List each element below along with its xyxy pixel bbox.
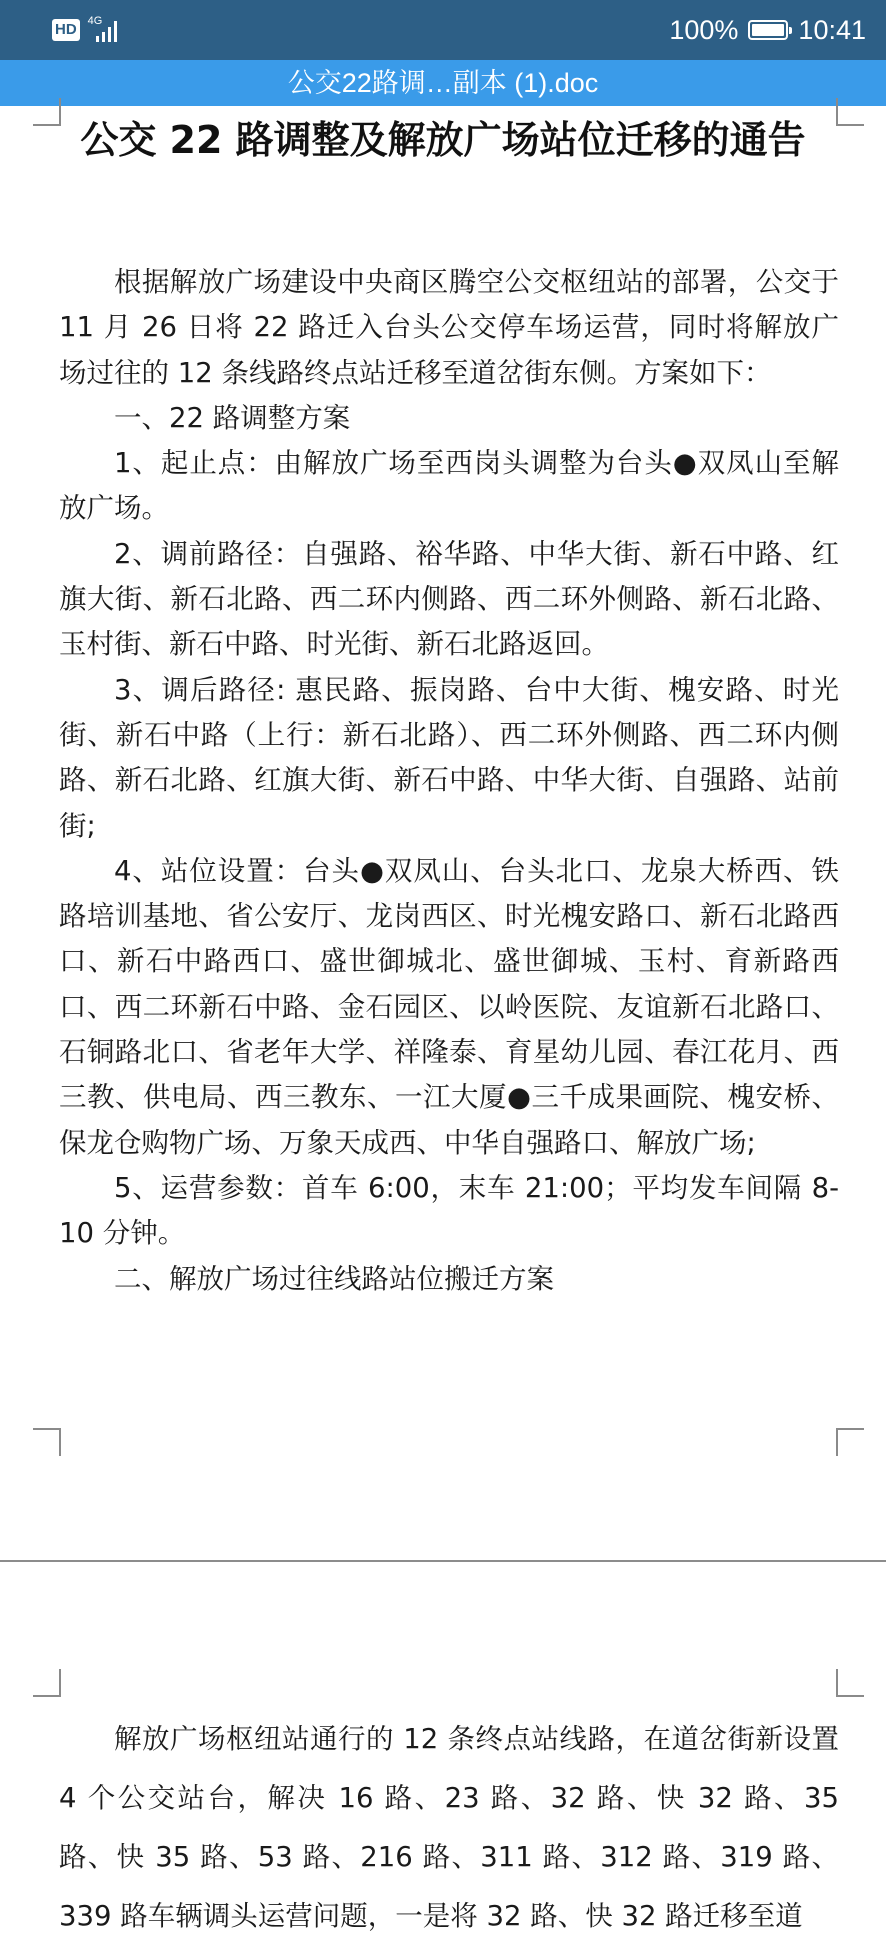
- page-corner-mark: [836, 98, 864, 126]
- signal-icon: [92, 19, 120, 43]
- battery-tip: [789, 27, 792, 34]
- page-corner-mark: [836, 1669, 864, 1697]
- paragraph-intro: 根据解放广场建设中央商区腾空公交枢纽站的部署，公交于 11 月 26 日将 22 路迁入台头公交停车场运营，同时将解放广场过往的 12 条线路终点站迁移至道岔街东侧。方案如下：: [59, 266, 839, 389]
- battery-level-fill: [752, 24, 784, 36]
- paragraph-item: 5、运营参数：首车 6:00，末车 21:00；平均发车间隔 8-10 分钟。: [59, 1171, 839, 1250]
- battery-percentage: 100%: [669, 14, 739, 45]
- paragraph-section-heading: 一、22 路调整方案: [114, 401, 351, 434]
- document-title: 公交 22 路调整及解放广场站位迁移的通告: [80, 118, 806, 162]
- paragraph-item: 1、起止点：由解放广场至西岗头调整为台头●双凤山至解放广场。: [59, 447, 839, 525]
- document-page-1[interactable]: [0, 106, 886, 1561]
- battery-icon: [748, 20, 788, 40]
- status-bar: [0, 0, 886, 60]
- paragraph-section-heading: 二、解放广场过往线路站位搬迁方案: [114, 1262, 554, 1295]
- paragraph-item: 3、调后路径: 惠民路、振岗路、台中大街、槐安路、时光街、新石中路（上行：新石北路）、西二环外侧路、西二环内侧路、新石北路、红旗大街、新石中路、中华大街、自强路、站前街;: [59, 673, 839, 842]
- paragraph-intro: 解放广场枢纽站通行的 12 条终点站线路，在道岔街新设置 4 个公交站台，解决 16 路、23 路、32 路、快 32 路、35 路、快 35 路、53 路、216 路、311 路、312 路、319 路、339 路车辆调头运营问题，一是将 32 路、快 32 路迁移至道: [59, 1723, 839, 1932]
- document-body-page-2: [59, 1710, 839, 1946]
- network-type-label: 4G: [87, 15, 103, 27]
- page-corner-mark: [836, 1428, 864, 1456]
- document-page-2[interactable]: [0, 1562, 886, 1932]
- status-left-group: [52, 15, 120, 45]
- clock: 10:41: [798, 14, 866, 45]
- page-corner-mark: [33, 1428, 61, 1456]
- status-right-group: [669, 12, 866, 48]
- network-indicator: [88, 15, 120, 45]
- document-body-page-1: [59, 260, 839, 1302]
- document-title-bar[interactable]: 公交22路调…副本 (1).doc: [0, 60, 886, 106]
- page-corner-mark: [33, 98, 61, 126]
- hd-voice-icon: HD: [52, 19, 80, 41]
- paragraph-item: 4、站位设置：台头●双凤山、台头北口、龙泉大桥西、铁路培训基地、省公安厅、龙岗西区、时光槐安路口、新石北路西口、新石中路西口、盛世御城北、盛世御城、玉村、育新路西口、西二环新石中路、金石园区、以岭医院、友谊新石北路口、石铜路北口、省老年大学、祥隆泰、育星幼儿园、春江花月、西三教、供电局、西三教东、一江大厦●三千成果画院、槐安桥、保龙仓购物广场、万象天成西、中华自强路口、解放广场;: [59, 854, 839, 1159]
- paragraph-item: 2、调前路径：自强路、裕华路、中华大街、新石中路、红旗大街、新石北路、西二环内侧路、西二环外侧路、新石北路、玉村街、新石中路、时光街、新石北路返回。: [59, 537, 839, 661]
- page-corner-mark: [33, 1669, 61, 1697]
